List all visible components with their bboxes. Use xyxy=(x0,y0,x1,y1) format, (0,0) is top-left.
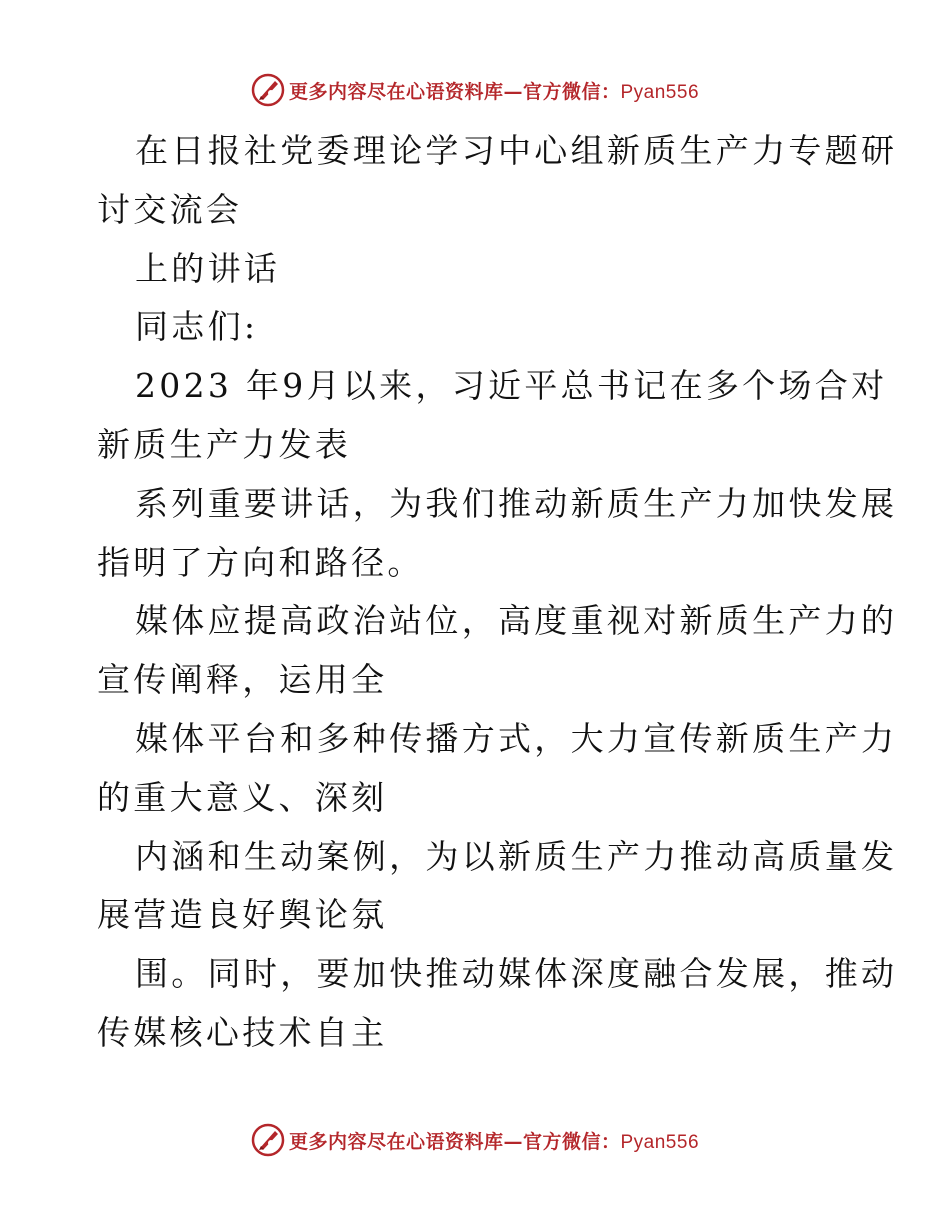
paragraph-line: 围。同时，要加快推动媒体深度融合发展，推动 xyxy=(135,954,898,994)
banner-text-cn: 更多内容尽在心语资料库—官方微信： xyxy=(288,80,621,103)
paragraph-line: 的重大意义、深刻 xyxy=(97,777,388,817)
document-body xyxy=(97,122,898,1063)
paragraph-line: 内涵和生动案例，为以新质生产力推动高质量发 xyxy=(135,836,898,876)
banner-text xyxy=(289,77,699,104)
footer-banner xyxy=(0,1120,950,1160)
paragraph-line: 媒体应提高政治站位，高度重视对新质生产力的 xyxy=(135,601,898,641)
banner-wechat-id: Pyan556 xyxy=(620,1131,700,1153)
quill-pen-logo-icon xyxy=(251,1123,285,1157)
banner-wechat-id: Pyan556 xyxy=(620,81,700,103)
title-line-3: 上的讲话 xyxy=(135,248,281,288)
quill-pen-logo-icon xyxy=(251,73,285,107)
banner-text xyxy=(289,1127,699,1154)
paragraph-line: 传媒核心技术自主 xyxy=(97,1012,388,1052)
title-line-2: 讨交流会 xyxy=(97,189,243,229)
paragraph-line: 2023 年9月以来，习近平总书记在多个场合对 xyxy=(135,366,888,406)
header-banner xyxy=(0,70,950,110)
title-line-1: 在日报社党委理论学习中心组新质生产力专题研 xyxy=(135,131,898,170)
paragraph-line: 指明了方向和路径。 xyxy=(97,542,424,582)
salutation: 同志们: xyxy=(135,307,259,347)
paragraph-line: 媒体平台和多种传播方式，大力宣传新质生产力 xyxy=(135,718,898,758)
paragraph-line: 展营造良好舆论氛 xyxy=(97,895,388,935)
banner-text-cn: 更多内容尽在心语资料库—官方微信： xyxy=(288,1130,621,1153)
paragraph-line: 新质生产力发表 xyxy=(97,424,352,464)
paragraph-line: 宣传阐释，运用全 xyxy=(97,660,388,700)
paragraph-line: 系列重要讲话，为我们推动新质生产力加快发展 xyxy=(135,483,898,523)
